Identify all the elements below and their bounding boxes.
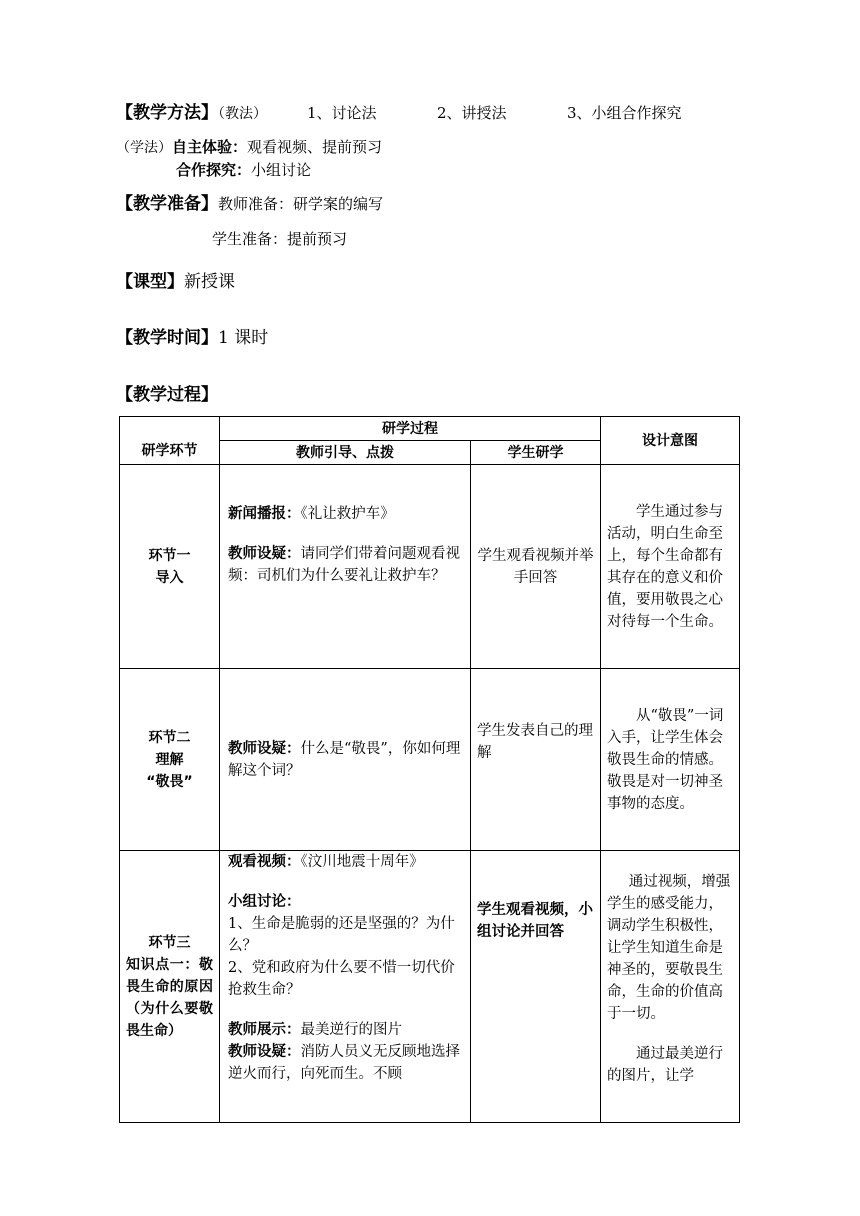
prep-student: 学生准备：提前预习 (212, 230, 348, 248)
methods-line (116, 103, 267, 124)
show-label: 教师展示： (228, 1022, 301, 1038)
student-cell-3: 学生观看视频，小组讨论并回答 (471, 851, 601, 1123)
header-stage: 研学环节 (120, 417, 220, 465)
method-3: 3、小组合作探究 (567, 104, 682, 122)
table-row (120, 465, 740, 669)
learn-method-line (116, 137, 382, 158)
video-text: 《汶川地震十周年》 (300, 854, 424, 870)
intent-3-para-1: 通过视频，增强学生的感受能力，调动学生积极性，让学生知道生命是神圣的，要敬畏生命，生命的价值高于一切。 (607, 874, 731, 1022)
time-heading: 【教学时间】 (116, 328, 218, 348)
question-label-3: 教师设疑： (228, 1044, 301, 1060)
stage-1-line-2: 导入 (155, 569, 184, 586)
news-text: 《礼让救护车》 (300, 505, 395, 522)
news-label: 新闻播报： (228, 505, 301, 522)
self-experience-label: 自主体验： (172, 138, 248, 156)
prep-teacher: 教师准备：研学案的编写 (218, 195, 384, 213)
stage-2-line-3: “敬畏” (146, 773, 193, 790)
question-label-1: 教师设疑： (228, 545, 301, 562)
group-question-1: 1、生命是脆弱的还是坚强的？为什么？ (228, 916, 455, 954)
methods-heading: 【教学方法】 (116, 103, 218, 123)
question-text-3: 消防人员义无反顾地选择逆火而行，向死而生。不顾 (228, 1044, 460, 1082)
stage-cell-2 (120, 669, 220, 851)
stage-1-line-1: 环节一 (148, 547, 191, 564)
stage-3-line-2: 知识点一：敬畏生命的原因（为什么要敬畏生命） (126, 956, 213, 1039)
type-value: 新授课 (184, 272, 235, 292)
intent-cell-2: 从“敬畏”一词入手，让学生体会敬畏生命的情感。敬畏是对一切神圣事物的态度。 (601, 669, 740, 851)
header-student: 学生研学 (471, 441, 601, 465)
prep-line (116, 194, 383, 214)
header-intent: 设计意图 (601, 417, 740, 465)
self-experience-text: 观看视频、提前预习 (247, 138, 383, 156)
table-row (120, 669, 740, 851)
process-line (116, 385, 218, 405)
coop-line (176, 160, 311, 180)
type-line (116, 272, 235, 292)
header-process: 研学过程 (220, 417, 601, 441)
time-value: 1 课时 (218, 328, 269, 348)
intent-cell-1: 学生通过参与活动，明白生命至上，每个生命都有其存在的意义和价值，要用敬畏之心对待每一个生命。 (601, 465, 740, 669)
student-cell-2: 学生发表自己的理解 (471, 669, 601, 851)
coop-text: 小组讨论 (251, 161, 312, 179)
header-teacher: 教师引导、点拨 (220, 441, 471, 465)
prep-heading: 【教学准备】 (116, 194, 218, 214)
method-1: 1、讨论法 (307, 104, 377, 122)
teacher-cell-2 (220, 669, 471, 851)
question-label-2: 教师设疑： (228, 740, 301, 757)
process-table (119, 416, 740, 1123)
stage-3-line-1: 环节三 (148, 934, 191, 951)
coop-label: 合作探究： (176, 161, 252, 179)
group-question-2: 2、党和政府为什么要不惜一切代价抢救生命？ (228, 960, 455, 998)
process-heading: 【教学过程】 (116, 385, 218, 405)
teacher-cell-3 (220, 851, 471, 1123)
video-label: 观看视频： (228, 854, 301, 870)
question-text-2: 什么是“敬畏”，你如何理解这个词？ (228, 740, 461, 779)
group-label: 小组讨论： (228, 894, 301, 910)
method-2: 2、讲授法 (437, 104, 507, 122)
intent-3-para-2: 通过最美逆行的图片，让学 (607, 1046, 723, 1084)
student-cell-1: 学生观看视频并举手回答 (471, 465, 601, 669)
type-heading: 【课型】 (116, 272, 184, 292)
question-text-1: 请同学们带着问题观看视频：司机们为什么要礼让救护车？ (228, 545, 460, 584)
intent-cell-3 (601, 851, 740, 1123)
stage-cell-3 (120, 851, 220, 1123)
teacher-cell-1 (220, 465, 471, 669)
show-text: 最美逆行的图片 (300, 1022, 402, 1038)
stage-2-line-1: 环节二 (148, 729, 191, 746)
teach-method-label: （教法） (218, 106, 267, 122)
learn-method-label: （学法） (116, 140, 172, 156)
time-line (116, 328, 268, 348)
stage-2-line-2: 理解 (155, 751, 184, 768)
table-row (120, 851, 740, 1123)
stage-cell-1 (120, 465, 220, 669)
